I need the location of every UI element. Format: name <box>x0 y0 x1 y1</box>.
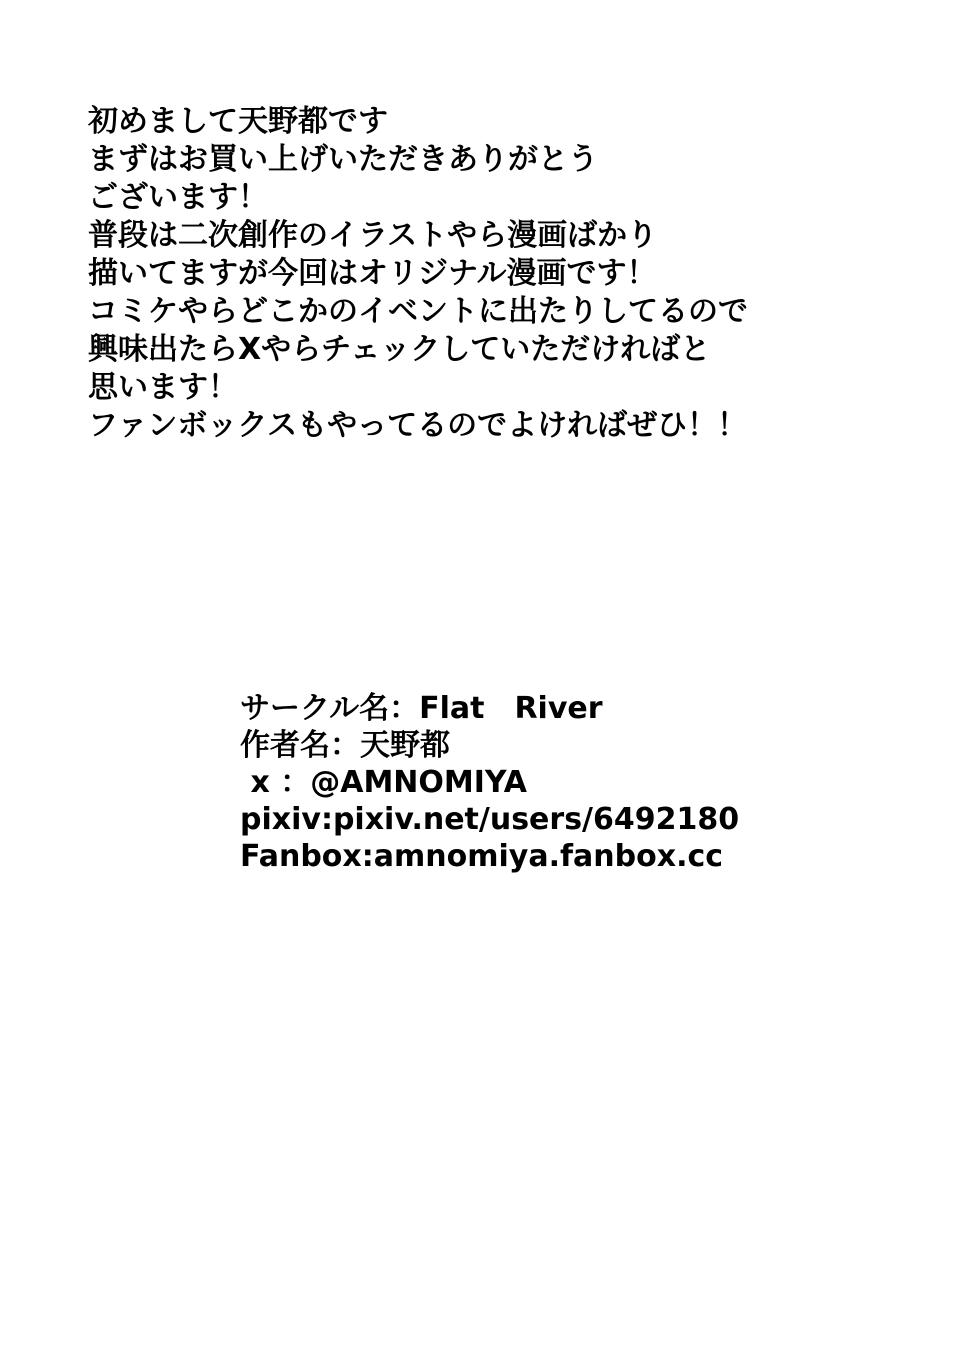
afterword-line: 描いてますが今回はオリジナル漫画です！ <box>88 256 657 291</box>
credits-block <box>240 690 940 875</box>
afterword-line: 思います！ <box>88 370 238 405</box>
author-name-line: 作者名：天野都 <box>240 728 450 763</box>
afterword-line: コミケやらどこかのイベントに出たりしてるので <box>88 294 748 329</box>
pixiv-link-line: pixiv:pixiv.net/users/6492180 <box>240 802 740 837</box>
afterword-text-block <box>88 103 948 445</box>
afterword-line: 初めまして天野都です <box>88 104 388 139</box>
afterword-line: 興味出たらXやらチェックしていただければと <box>88 332 711 367</box>
x-handle-line: x ：@AMNOMIYA <box>240 765 528 800</box>
afterword-line: ファンボックスもやってるのでよければぜひ！！ <box>88 408 748 443</box>
afterword-line: ございます！ <box>88 180 268 215</box>
afterword-line: まずはお買い上げいただきありがとう <box>88 142 598 177</box>
afterword-line: 普段は二次創作のイラストやら漫画ばかり <box>88 218 658 253</box>
circle-name-line: サークル名：Flat River <box>240 691 603 726</box>
fanbox-link-line: Fanbox:amnomiya.fanbox.cc <box>240 839 724 874</box>
